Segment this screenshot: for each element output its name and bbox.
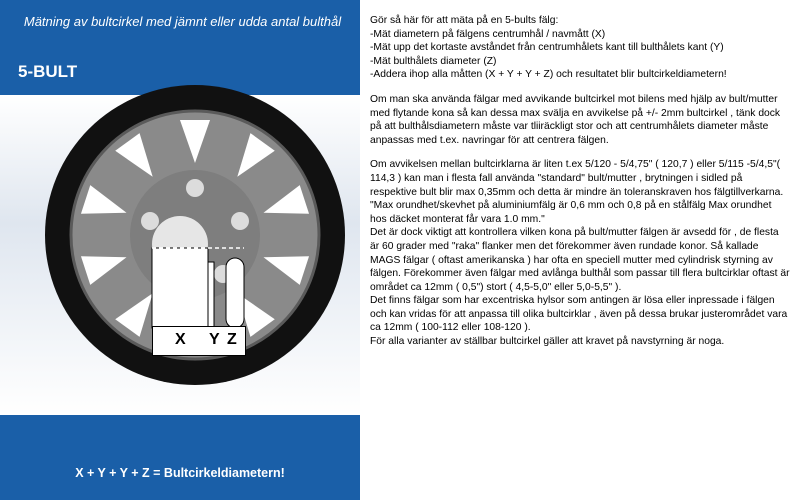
x-label: X: [175, 331, 186, 348]
bolt-hole: [141, 212, 159, 230]
y-label: Y: [209, 331, 220, 348]
paragraph-steps: Gör så här för att mäta på en 5-bults fälg: -Mät diametern på fälgens centrumhål / navmått (X) -Mät upp det kortaste avståndet från centrumhålets kant till bulthålets kant (Y) -Mät bulthålets diameter (Z) -Addera ihop alla måtten (X + Y + Y + Z) och resultatet blir bultcirkeldiametern!: [370, 15, 727, 81]
bult-count-label: 5-BULT: [18, 62, 78, 81]
bolt-hole: [231, 212, 249, 230]
paragraph-small-deviation: Om avvikelsen mellan bultcirklarna är liten t.ex 5/120 - 5/4,75" ( 120,7 ) eller 5/115 -5/4,5"( 114,3 ) kan man i flesta fall använda "standard" bult/mutter , brytningen i sidled på respektive bult blir max 0,35mm och detta är mindre än toleranskraven hos fälgtillverkarna.: [370, 159, 784, 198]
paragraph-eccentric: Det finns fälgar som har excentriska hylsor som antingen är lösa eller inpressade i fälgen och kan vridas för att anpassa till olika bultcirklar , även på dessa brukar justerområdet vara ca 12mm ( 100-112 eller 108-120 ).: [370, 295, 788, 334]
diagram-panel: [0, 0, 360, 500]
diagram-title: Mätning av bultcirkel med jämnt eller udda antal bulthål: [23, 14, 342, 29]
paragraph-hub-centering: För alla varianter av ställbar bultcirkel gäller att kravet på navstyrning är noga.: [370, 336, 725, 348]
paragraph-tolerance-quote: "Max orundhet/skevhet på aluminiumfälg är 0,6 mm och 0,8 på en stålfälg Max orundhet hos däcket monterat får vara 1.0 mm.": [370, 200, 772, 225]
z-measure-bar: [226, 258, 244, 328]
y-measure-bar: [208, 262, 214, 328]
paragraph-deviation: Om man ska använda fälgar med avvikande bultcirkel mot bilens med hjälp av bult/mutter med flytande kona så kan dessa max svälja en avvikelse på +/- 2mm bultcirkel , tänk dock på att bulthålsdiametern måste var tliiräckligt stor och att centrumhålets diameter måste anpassas med t.ex. navringar för att centrera fälgen.: [370, 93, 781, 146]
wheel-illustration: [0, 0, 360, 500]
xyz-label-box: [152, 326, 246, 356]
z-label: Z: [227, 331, 237, 348]
paragraph-cone: Det är dock viktigt att kontrollera vilken kona på bult/mutter fälgen är avsedd för , de flesta är 60 grader med "raka" flanker men det förekommer även rundade konor. Så kallade MAGS fälgar ( oftast amerikanska ) har ofta en speciell mutter med cylindrisk styrning av fälgen. Förekommer även fälgar med avlånga bulthål som passar till flera bultcirklar oftast är området ca 12mm ( 0,5") stort ( 4,5-5,0" eller 5,0-5,5" ).: [370, 227, 790, 293]
bolt-hole: [186, 179, 204, 197]
x-measure-box: [152, 248, 208, 328]
formula-caption: X + Y + Y + Z = Bultcirkeldiametern!: [75, 466, 285, 480]
instructions-text: [370, 14, 790, 349]
